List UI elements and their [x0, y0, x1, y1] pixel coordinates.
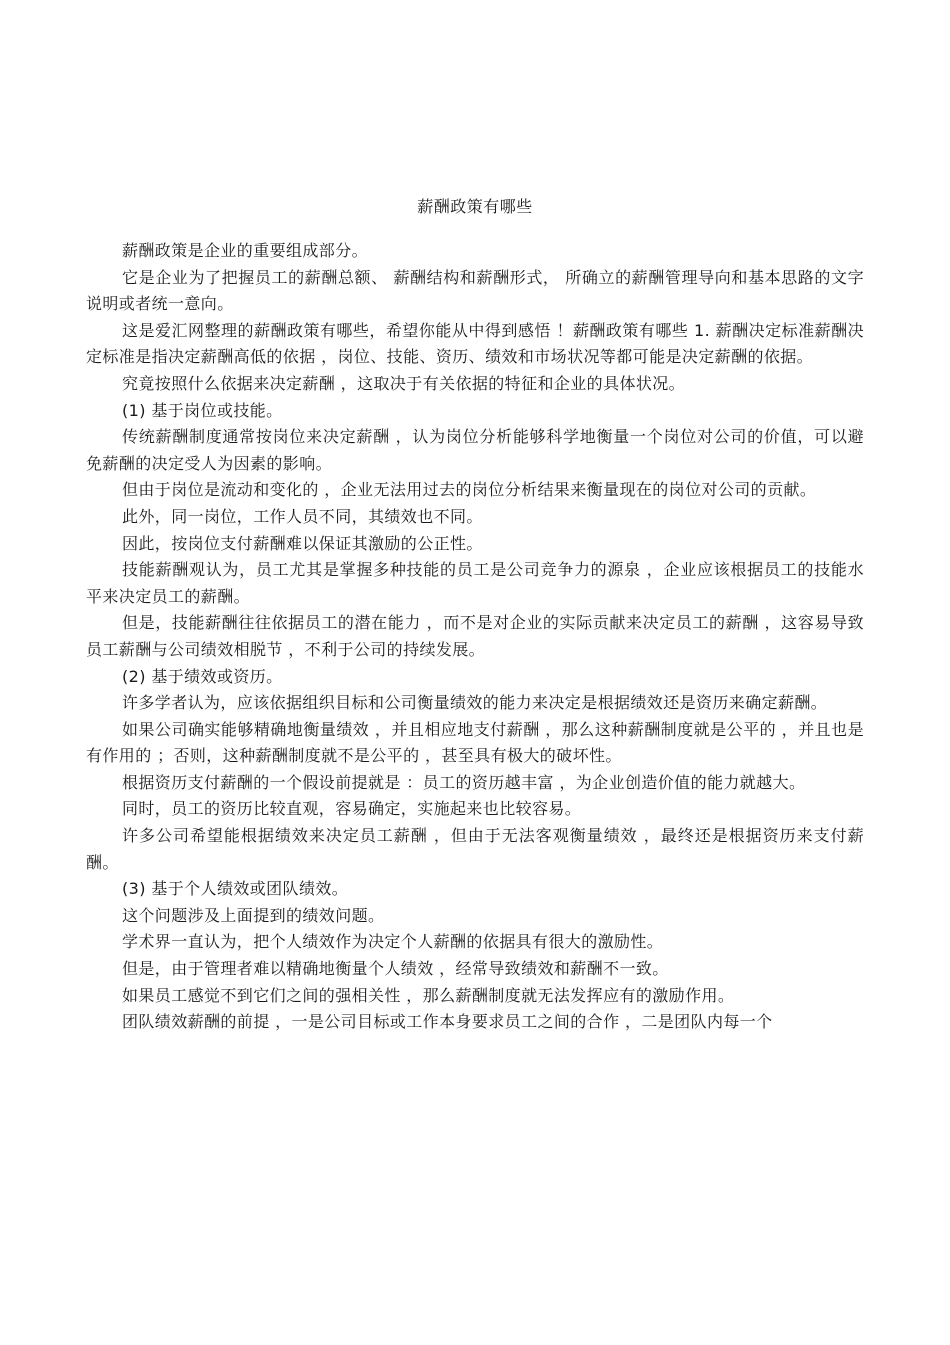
document-body: [86, 238, 864, 1036]
paragraph: 但由于岗位是流动和变化的 ，企业无法用过去的岗位分析结果来衡量现在的岗位对公司的贡献。: [122, 480, 817, 500]
paragraph: (2) 基于绩效或资历。: [122, 666, 283, 686]
paragraph: 学术界一直认为，把个人绩效作为决定个人薪酬的依据具有很大的激励性。: [122, 932, 664, 952]
paragraph: (3) 基于个人绩效或团队绩效。: [122, 879, 349, 899]
paragraph: 它是企业为了把握员工的薪酬总额、 薪酬结构和薪酬形式， 所确立的薪酬管理导向和基本思路的文字说明或者统一意向。: [86, 267, 864, 314]
paragraph: 这个问题涉及上面提到的绩效问题。: [122, 905, 385, 925]
paragraph: 如果公司确实能够精确地衡量绩效 ，并且相应地支付薪酬 ，那么这种薪酬制度就是公平的 ，并且也是有作用的 ；否则，这种薪酬制度就不是公平的 ，甚至具有极大的破坏性。: [86, 719, 864, 766]
paragraph: 薪酬政策是企业的重要组成部分。: [122, 241, 369, 260]
paragraph: (1) 基于岗位或技能。: [122, 400, 283, 420]
paragraph: 同时，员工的资历比较直观，容易确定，实施起来也比较容易。: [122, 799, 582, 819]
document-title: 薪酬政策有哪些: [417, 197, 533, 216]
paragraph: 但是，由于管理者难以精确地衡量个人绩效 ，经常导致绩效和薪酬不一致。: [122, 959, 669, 979]
paragraph: 技能薪酬观认为，员工尤其是掌握多种技能的员工是公司竞争力的源泉 ，企业应该根据员工的技能水平来决定员工的薪酬。: [86, 560, 864, 606]
paragraph: 因此，按岗位支付薪酬难以保证其激励的公正性。: [122, 533, 483, 553]
paragraph: 团队绩效薪酬的前提 ，一是公司目标或工作本身要求员工之间的合作 ，二是团队内每一个: [122, 1012, 773, 1032]
paragraph: 但是，技能薪酬往往依据员工的潜在能力 ，而不是对企业的实际贡献来决定员工的薪酬 ，这容易导致员工薪酬与公司绩效相脱节 ，不利于公司的持续发展。: [86, 613, 864, 659]
paragraph: 如果员工感觉不到它们之间的强相关性 ，那么薪酬制度就无法发挥应有的激励作用。: [122, 985, 735, 1005]
paragraph: 许多公司希望能根据绩效来决定员工薪酬 ，但由于无法客观衡量绩效 ，最终还是根据资历来支付薪酬。: [86, 826, 864, 872]
paragraph: 究竟按照什么依据来决定薪酬 ，这取决于有关依据的特征和企业的具体状况。: [122, 373, 686, 393]
paragraph: 许多学者认为，应该依据组织目标和公司衡量绩效的能力来决定是根据绩效还是资历来确定薪酬。: [122, 693, 828, 713]
paragraph: 传统薪酬制度通常按岗位来决定薪酬 ，认为岗位分析能够科学地衡量一个岗位对公司的价值，可以避免薪酬的决定受人为因素的影响。: [86, 427, 864, 473]
paragraph: 此外，同一岗位，工作人员不同，其绩效也不同。: [122, 506, 483, 526]
paragraph: 这是爱汇网整理的薪酬政策有哪些，希望你能从中得到感悟 ！薪酬政策有哪些 1. 薪酬决定标准薪酬决定标准是指决定薪酬高低的依据 ，岗位、技能、资历、绩效和市场状况等都可能是决定薪酬的依据。: [86, 320, 864, 367]
paragraph: 根据资历支付薪酬的一个假设前提就是 ：员工的资历越丰富 ，为企业创造价值的能力就越大。: [122, 772, 806, 792]
